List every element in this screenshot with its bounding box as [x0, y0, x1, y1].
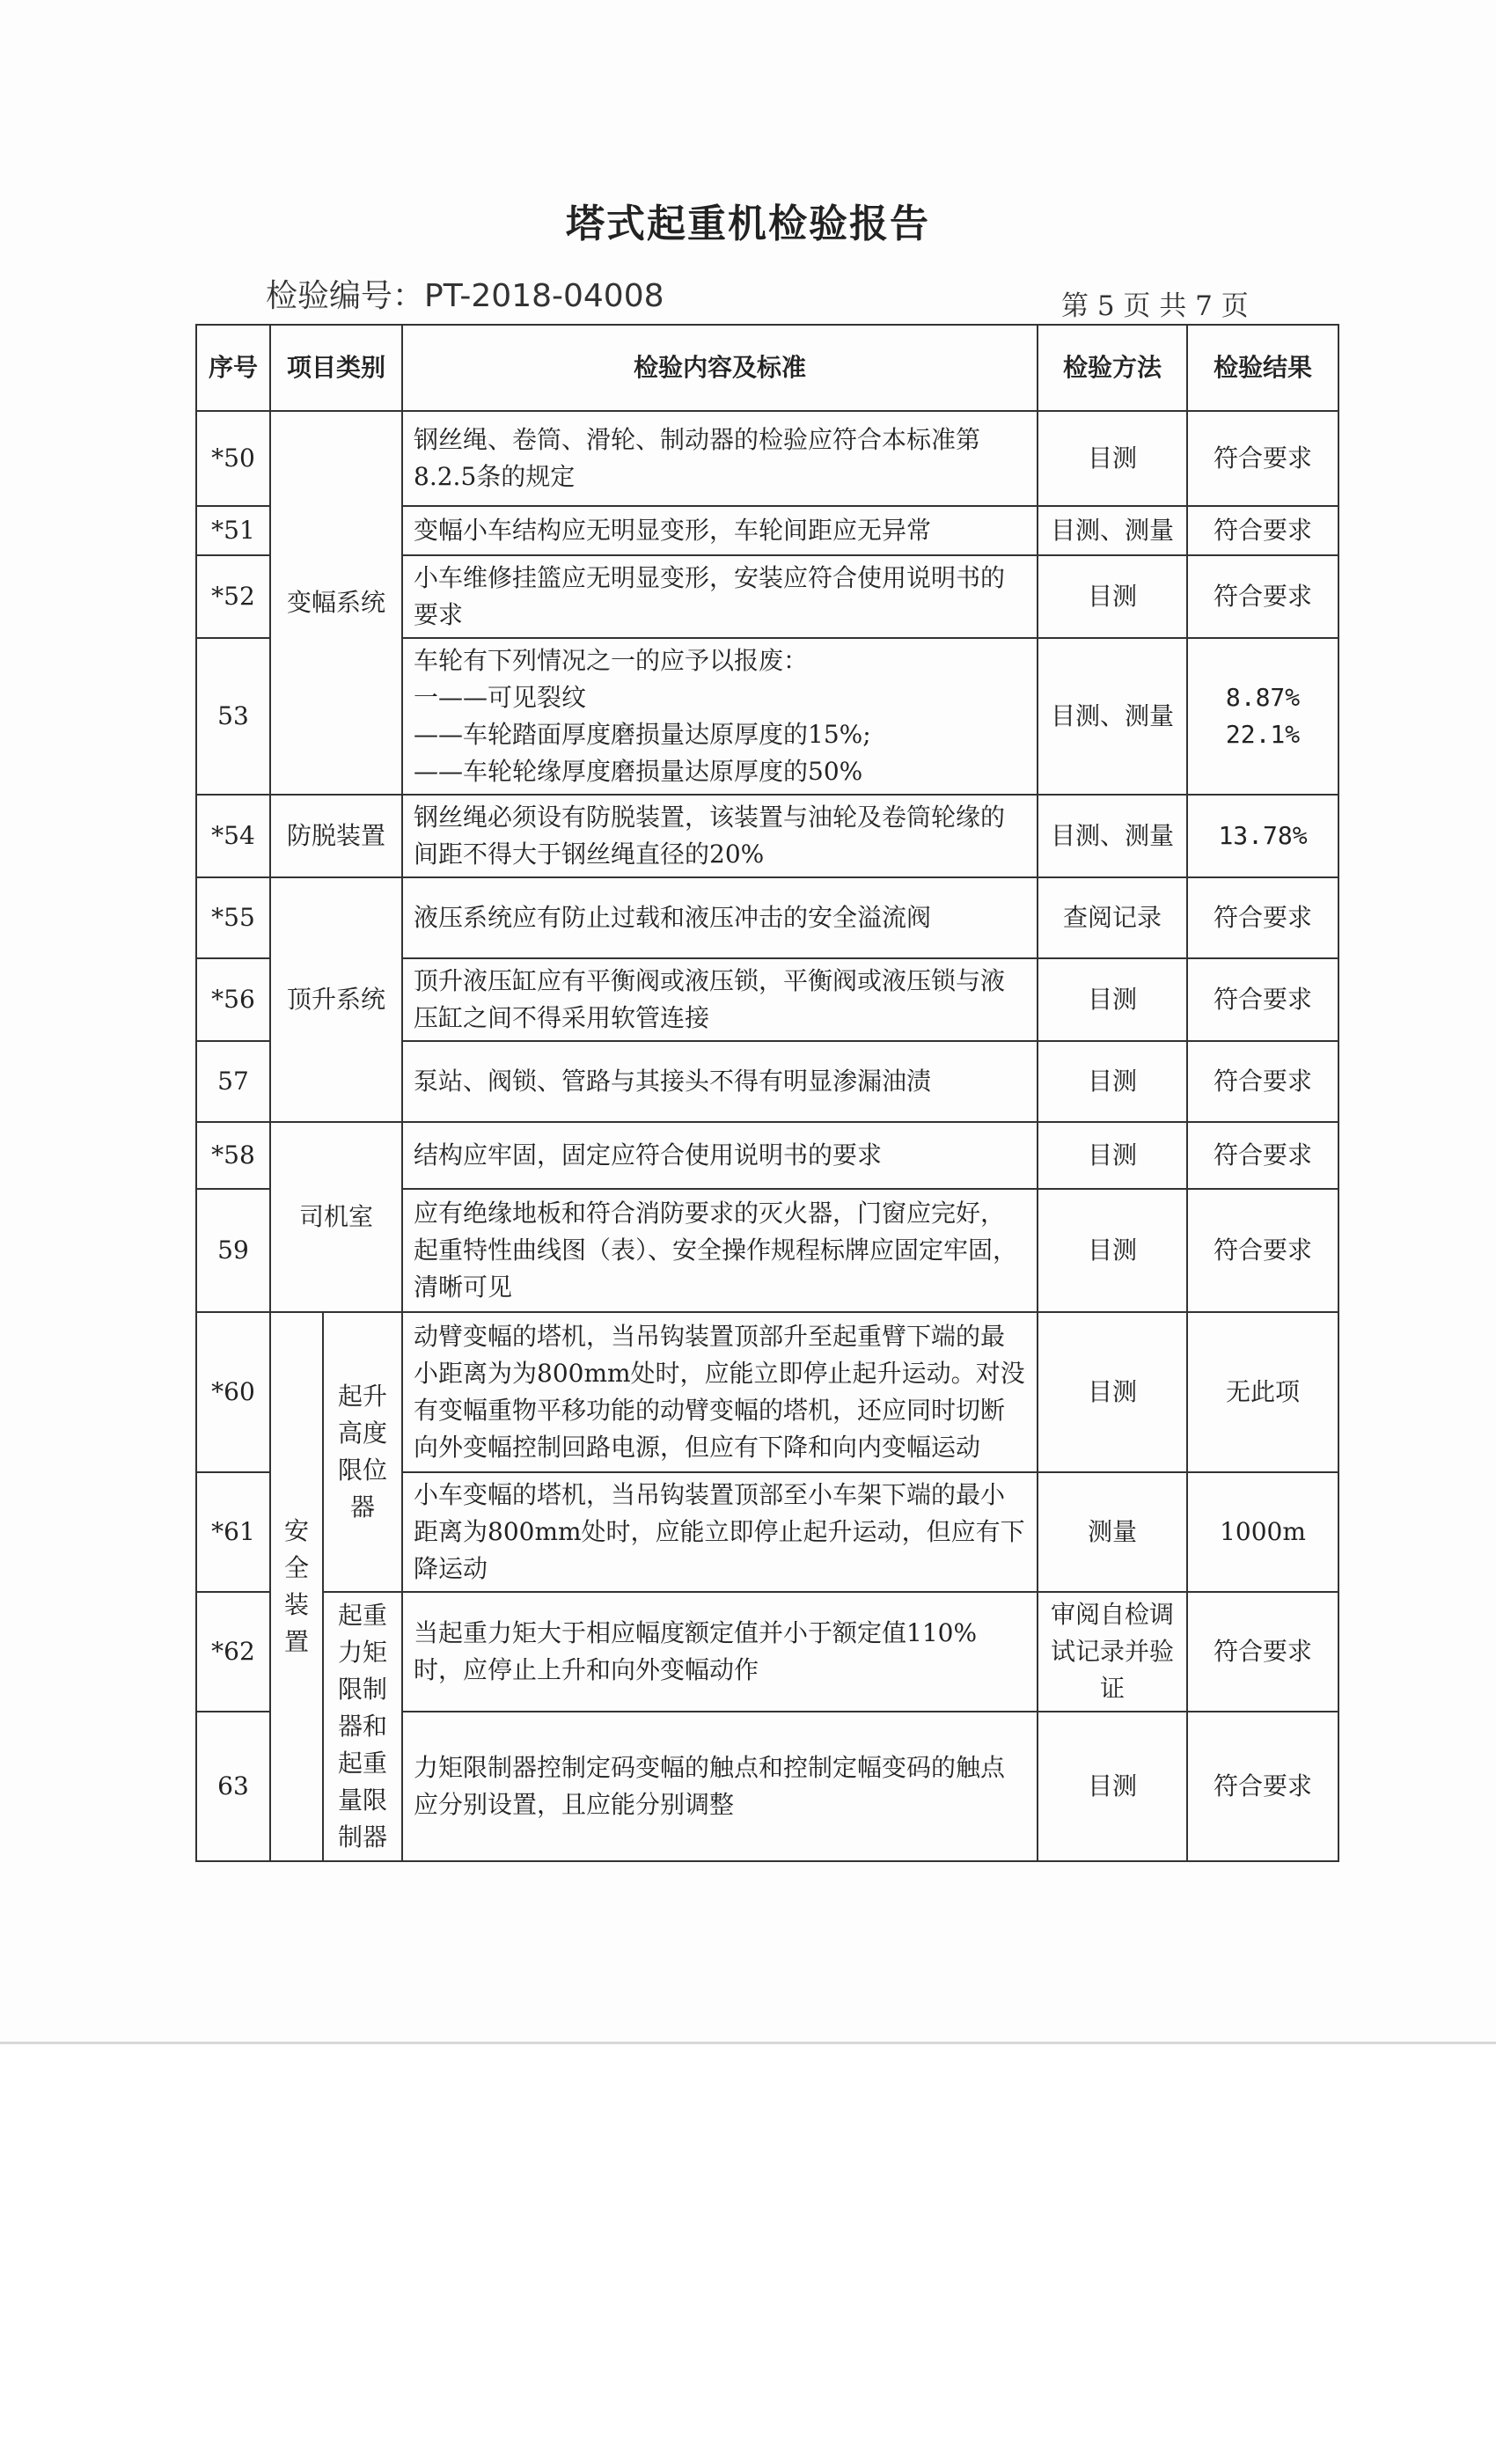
row-content: 泵站、阀锁、管路与其接头不得有明显渗漏油渍	[402, 1041, 1038, 1122]
row-content: 液压系统应有防止过载和液压冲击的安全溢流阀	[402, 877, 1038, 958]
row-method: 审阅自检调试记录并验证	[1038, 1592, 1187, 1712]
row-result: 无此项	[1187, 1312, 1338, 1472]
row-method: 目测	[1038, 555, 1187, 638]
row-method: 目测	[1038, 1041, 1187, 1122]
row-result: 符合要求	[1187, 958, 1338, 1041]
header-content: 检验内容及标准	[402, 325, 1038, 411]
row-result: 符合要求	[1187, 1712, 1338, 1861]
row-content: 小车维修挂篮应无明显变形，安装应符合使用说明书的要求	[402, 555, 1038, 638]
content-line: 一——可见裂纹	[414, 683, 587, 712]
category-jacking-system: 顶升系统	[270, 877, 402, 1122]
category-hoist-height-limiter: 起升高度限位器	[323, 1312, 402, 1592]
row-result: 符合要求	[1187, 1041, 1338, 1122]
inspection-table	[195, 324, 1339, 1862]
row-result-lines	[1187, 638, 1338, 795]
row-seq: 63	[196, 1712, 270, 1861]
row-content: 变幅小车结构应无明显变形，车轮间距应无异常	[402, 506, 1038, 555]
header-method: 检验方法	[1038, 325, 1187, 411]
row-seq: *62	[196, 1592, 270, 1712]
row-seq: *55	[196, 877, 270, 958]
row-method: 目测	[1038, 1122, 1187, 1189]
table-row	[196, 1122, 1338, 1189]
row-method: 查阅记录	[1038, 877, 1187, 958]
header-category: 项目类别	[270, 325, 402, 411]
table-row	[196, 1312, 1338, 1472]
row-seq: 53	[196, 638, 270, 795]
row-result: 13.78%	[1187, 795, 1338, 877]
table-row	[196, 411, 1338, 506]
content-line: ——车轮踏面厚度磨损量达原厚度的15%;	[414, 720, 871, 749]
table-row	[196, 877, 1338, 958]
row-method: 目测	[1038, 411, 1187, 506]
row-seq: 59	[196, 1189, 270, 1312]
category-safety-devices: 安全装置	[270, 1312, 323, 1861]
row-result: 符合要求	[1187, 1189, 1338, 1312]
row-seq: 57	[196, 1041, 270, 1122]
page-title: 塔式起重机检验报告	[566, 202, 930, 246]
row-method: 目测	[1038, 1312, 1187, 1472]
row-result: 1000m	[1187, 1472, 1338, 1592]
category-moment-load-limiter: 起重力矩限制器和起重量限制器	[323, 1592, 402, 1861]
row-result: 符合要求	[1187, 506, 1338, 555]
row-result: 符合要求	[1187, 555, 1338, 638]
row-method: 目测、测量	[1038, 506, 1187, 555]
result-line: 22.1%	[1225, 720, 1301, 749]
header-seq: 序号	[196, 325, 270, 411]
row-seq: *58	[196, 1122, 270, 1189]
row-content: 当起重力矩大于相应幅度额定值并小于额定值110%时，应停止上升和向外变幅动作	[402, 1592, 1038, 1712]
row-seq: *56	[196, 958, 270, 1041]
table-row	[196, 795, 1338, 877]
row-content: 小车变幅的塔机，当吊钩装置顶部至小车架下端的最小距离为800mm处时，应能立即停止起升运动，但应有下降运动	[402, 1472, 1038, 1592]
table-row	[196, 1592, 1338, 1712]
row-content: 钢丝绳必须设有防脱装置，该装置与油轮及卷筒轮缘的间距不得大于钢丝绳直径的20%	[402, 795, 1038, 877]
row-seq: *50	[196, 411, 270, 506]
page-number: 第 5 页 共 7 页	[1061, 290, 1249, 322]
row-seq: *51	[196, 506, 270, 555]
row-method: 目测、测量	[1038, 795, 1187, 877]
row-content-lines	[402, 638, 1038, 795]
row-seq: *54	[196, 795, 270, 877]
report-number: 检验编号：PT-2018-04008	[266, 278, 664, 314]
content-line: 车轮有下列情况之一的应予以报废：	[414, 646, 809, 675]
row-content: 应有绝缘地板和符合消防要求的灭火器，门窗应完好，起重特性曲线图（表）、安全操作规程标牌应固定牢固，清晰可见	[402, 1189, 1038, 1312]
row-result: 符合要求	[1187, 877, 1338, 958]
category-luffing-system: 变幅系统	[270, 411, 402, 795]
row-result: 符合要求	[1187, 1592, 1338, 1712]
row-method: 目测	[1038, 1712, 1187, 1861]
row-method: 目测	[1038, 958, 1187, 1041]
row-seq: *52	[196, 555, 270, 638]
row-method: 测量	[1038, 1472, 1187, 1592]
row-seq: *60	[196, 1312, 270, 1472]
row-result: 符合要求	[1187, 411, 1338, 506]
header-result: 检验结果	[1187, 325, 1338, 411]
row-content: 顶升液压缸应有平衡阀或液压锁，平衡阀或液压锁与液压缸之间不得采用软管连接	[402, 958, 1038, 1041]
category-anti-derail: 防脱装置	[270, 795, 402, 877]
category-cab: 司机室	[270, 1122, 402, 1312]
row-seq: *61	[196, 1472, 270, 1592]
row-content: 力矩限制器控制定码变幅的触点和控制定幅变码的触点应分别设置，且应能分别调整	[402, 1712, 1038, 1861]
row-method: 目测、测量	[1038, 638, 1187, 795]
row-content: 动臂变幅的塔机，当吊钩装置顶部升至起重臂下端的最小距离为为800mm处时，应能立即停止起升运动。对没有变幅重物平移功能的动臂变幅的塔机，还应同时切断向外变幅控制回路电源，但应有下降和向内变幅运动	[402, 1312, 1038, 1472]
row-result: 符合要求	[1187, 1122, 1338, 1189]
table-header-row	[196, 325, 1338, 411]
row-method: 目测	[1038, 1189, 1187, 1312]
result-line: 8.87%	[1225, 683, 1301, 712]
content-line: ——车轮轮缘厚度磨损量达原厚度的50%	[414, 757, 863, 786]
row-content: 结构应牢固，固定应符合使用说明书的要求	[402, 1122, 1038, 1189]
row-content: 钢丝绳、卷筒、滑轮、制动器的检验应符合本标准第8.2.5条的规定	[402, 411, 1038, 506]
